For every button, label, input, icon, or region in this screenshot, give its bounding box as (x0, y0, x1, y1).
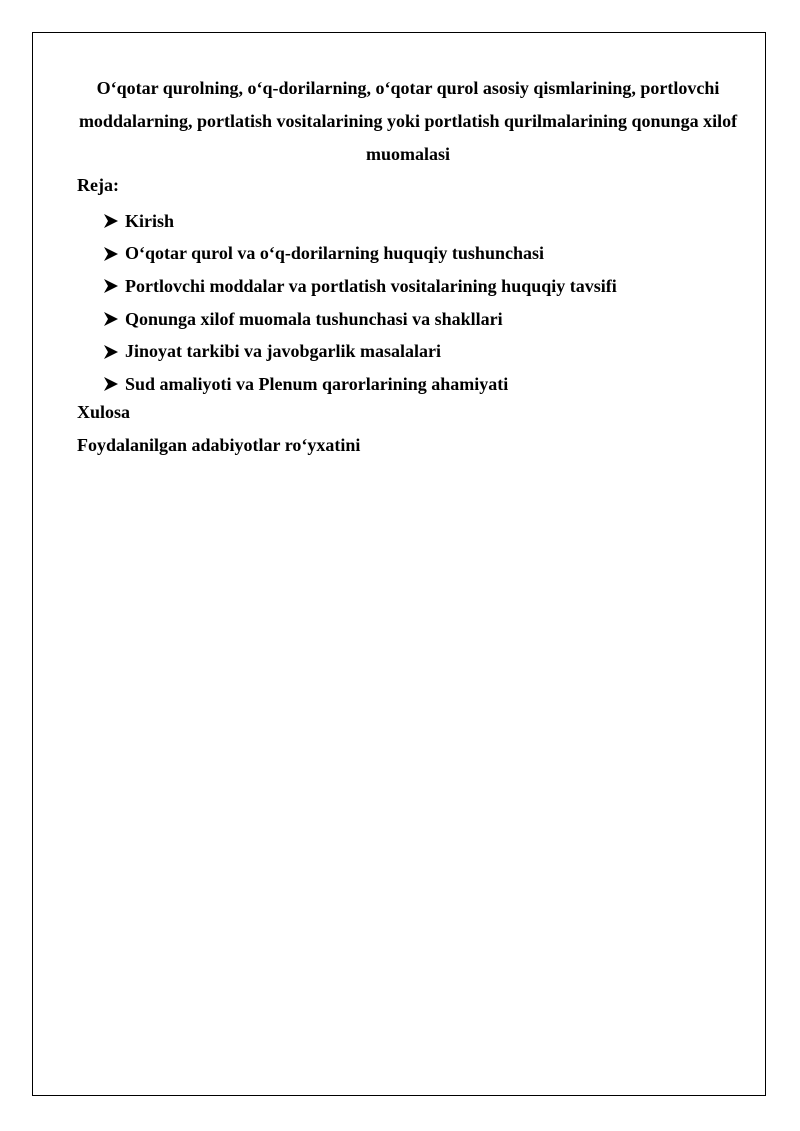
arrowhead-bullet-icon (103, 278, 119, 294)
plan-item-qonunga-xilof (103, 303, 617, 336)
plan-item-kirish (103, 205, 617, 238)
plan-list (103, 205, 617, 401)
plan-item-oqotar-qurol (103, 238, 617, 271)
arrowhead-bullet-icon (103, 344, 119, 360)
plan-item-label: Jinoyat tarkibi va javobgarlik masalalari (125, 341, 442, 362)
arrowhead-bullet-icon (103, 213, 119, 229)
plan-item-sud-amaliyoti (103, 368, 617, 401)
conclusion-heading: Xulosa (77, 402, 131, 422)
plan-heading: Reja: (77, 175, 119, 195)
arrowhead-bullet-icon (103, 311, 119, 327)
plan-item-label: Sud amaliyoti va Plenum qarorlarining ahamiyati (125, 373, 509, 394)
plan-item-label: O‘qotar qurol va o‘q-dorilarning huquqiy tushunchasi (125, 243, 544, 264)
page-border (32, 32, 766, 1096)
document-title: O‘qotar qurolning, o‘q-dorilarning, o‘qotar qurol asosiy qismlarining, portlovchi moddalarning, portlatish vositalarining yoki portlatish qurilmalarining qonunga xilof muomalasi (78, 78, 738, 164)
references-heading: Foydalanilgan adabiyotlar ro‘yxatini (77, 435, 361, 455)
plan-item-label: Qonunga xilof muomala tushunchasi va shakllari (125, 308, 503, 329)
arrowhead-bullet-icon (103, 376, 119, 392)
plan-item-label: Kirish (125, 210, 175, 231)
plan-item-label: Portlovchi moddalar va portlatish vositalarining huquqiy tavsifi (125, 275, 617, 296)
arrowhead-bullet-icon (103, 246, 119, 262)
plan-item-portlovchi-moddalar (103, 270, 617, 303)
plan-item-jinoyat-tarkibi (103, 335, 617, 368)
